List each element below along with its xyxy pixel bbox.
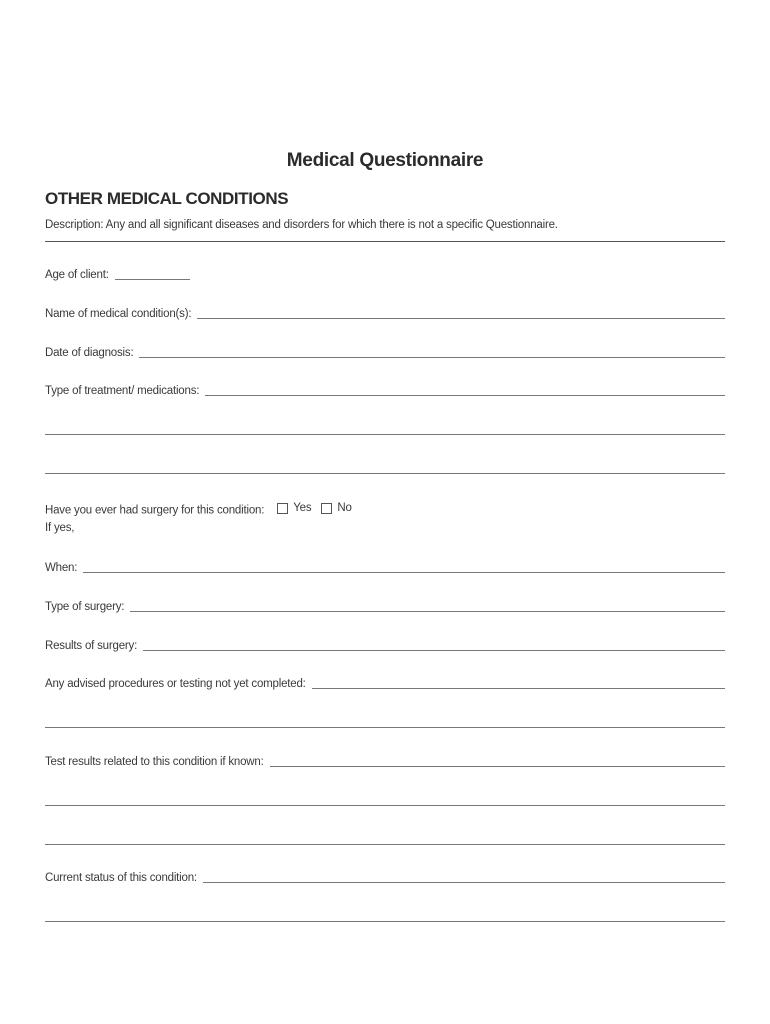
current-status-field-continued[interactable] xyxy=(45,921,725,922)
age-row xyxy=(45,264,725,282)
age-field[interactable] xyxy=(115,279,190,280)
surgery-type-field[interactable] xyxy=(130,611,725,612)
yes-checkbox[interactable] xyxy=(277,503,288,514)
surgery-question-row xyxy=(45,501,352,518)
test-results-extra-row-2 xyxy=(45,829,725,847)
description-text: Description: Any and all significant diseases and disorders for which there is not a specific Questionnaire. xyxy=(45,219,558,231)
surgery-type-label: Type of surgery: xyxy=(45,601,125,613)
diagnosis-date-label: Date of diagnosis: xyxy=(45,347,134,359)
condition-name-field[interactable] xyxy=(197,318,725,319)
test-results-extra-row-1 xyxy=(45,790,725,808)
diagnosis-date-row xyxy=(45,342,725,360)
surgery-results-field[interactable] xyxy=(143,650,725,651)
current-status-label: Current status of this condition: xyxy=(45,872,197,884)
condition-name-label: Name of medical condition(s): xyxy=(45,308,192,320)
section-heading: OTHER MEDICAL CONDITIONS xyxy=(45,189,289,208)
header-divider xyxy=(45,241,725,242)
yes-label: Yes xyxy=(293,502,312,514)
test-results-label: Test results related to this condition if known: xyxy=(45,756,264,768)
test-results-field-continued-2[interactable] xyxy=(45,844,725,845)
treatment-extra-row-2 xyxy=(45,458,725,476)
when-field[interactable] xyxy=(83,572,725,573)
treatment-field[interactable] xyxy=(205,395,725,396)
page-title: Medical Questionnaire xyxy=(286,150,484,171)
test-results-row xyxy=(45,751,725,769)
condition-name-row xyxy=(45,303,725,321)
diagnosis-date-field[interactable] xyxy=(139,357,725,358)
test-results-field[interactable] xyxy=(270,766,725,767)
surgery-question-label: Have you ever had surgery for this condition: xyxy=(45,504,265,517)
age-label: Age of client: xyxy=(45,269,109,281)
treatment-field-continued-1[interactable] xyxy=(45,434,725,435)
when-row xyxy=(45,557,725,575)
current-status-extra-row xyxy=(45,906,725,924)
advised-procedures-row xyxy=(45,673,725,691)
advised-procedures-extra-row xyxy=(45,712,725,730)
test-results-field-continued-1[interactable] xyxy=(45,805,725,806)
treatment-row xyxy=(45,380,725,398)
no-checkbox[interactable] xyxy=(321,503,332,514)
advised-procedures-label: Any advised procedures or testing not yet completed: xyxy=(45,678,306,690)
treatment-label: Type of treatment/ medications: xyxy=(45,385,200,397)
advised-procedures-field-continued[interactable] xyxy=(45,727,725,728)
when-label: When: xyxy=(45,562,78,574)
surgery-results-label: Results of surgery: xyxy=(45,640,138,652)
current-status-field[interactable] xyxy=(203,882,725,883)
advised-procedures-field[interactable] xyxy=(312,688,725,689)
treatment-extra-row-1 xyxy=(45,419,725,437)
surgery-results-row xyxy=(45,635,725,653)
surgery-type-row xyxy=(45,596,725,614)
current-status-row xyxy=(45,867,725,885)
treatment-field-continued-2[interactable] xyxy=(45,473,725,474)
if-yes-label: If yes, xyxy=(45,522,75,534)
no-label: No xyxy=(337,502,352,514)
